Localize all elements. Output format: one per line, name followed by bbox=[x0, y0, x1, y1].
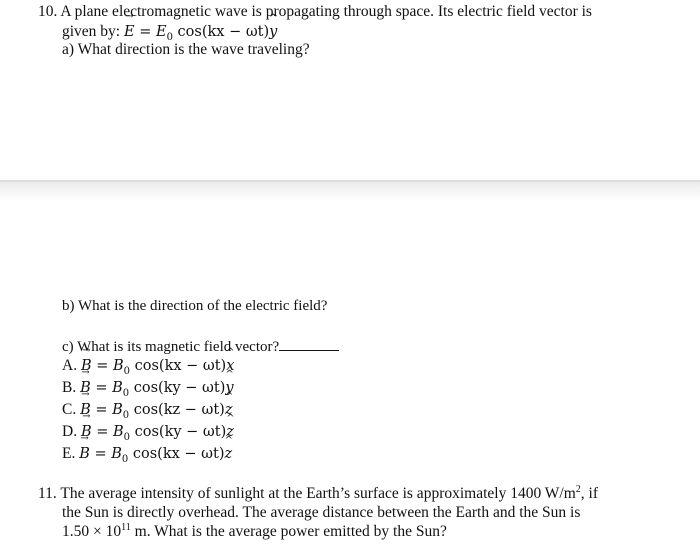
unit-vector-y: ^ y bbox=[269, 22, 277, 42]
option-b: B. → $B = B_0$ cos(ky − ωt)^ y bbox=[62, 378, 234, 404]
option-d: D. → $B = B_0$ cos(ky − ωt)^ z bbox=[62, 422, 234, 448]
electric-field-equation: → $E = E_0$ cos(kx − ωt)^ y bbox=[124, 24, 277, 40]
question-11-number: 11. bbox=[38, 485, 57, 502]
question-10-text: A plane electromagnetic wave is propagating through space. Its electric field vector is bbox=[60, 3, 592, 20]
question-11-line2: the Sun is directly overhead. The average distance between the Earth and the Sun is bbox=[62, 504, 581, 521]
part-b-question: b) What is the direction of the electric field? bbox=[62, 298, 328, 314]
e-vector-symbol: → E bbox=[124, 22, 135, 42]
part-c-question: c) What is its magnetic field vector? bbox=[62, 336, 339, 357]
option-a: A. → $B = B_0$ cos(kx − ωt)^ x bbox=[62, 356, 234, 382]
option-c: C. → $B = B_0$ cos(kz − ωt)^ z bbox=[62, 400, 232, 426]
given-by-label: given by: bbox=[62, 23, 121, 40]
page-divider bbox=[0, 180, 700, 202]
question-10-stem-line1 bbox=[38, 2, 592, 22]
option-e: E. → $B = B_0$ cos(kx − ωt)^ z bbox=[62, 444, 232, 470]
question-11-line1: 11. The average intensity of sunlight at the Earth’s surface is approximately 1400 $W/m^2$, if bbox=[38, 483, 599, 502]
question-10-number: 10. bbox=[38, 3, 58, 20]
answer-blank bbox=[279, 336, 339, 351]
part-a-question: a) What direction is the wave traveling? bbox=[62, 41, 310, 58]
question-11-line3: $1.50 \times 10^{11}$ m. What is the average power emitted by the Sun? bbox=[62, 521, 447, 540]
